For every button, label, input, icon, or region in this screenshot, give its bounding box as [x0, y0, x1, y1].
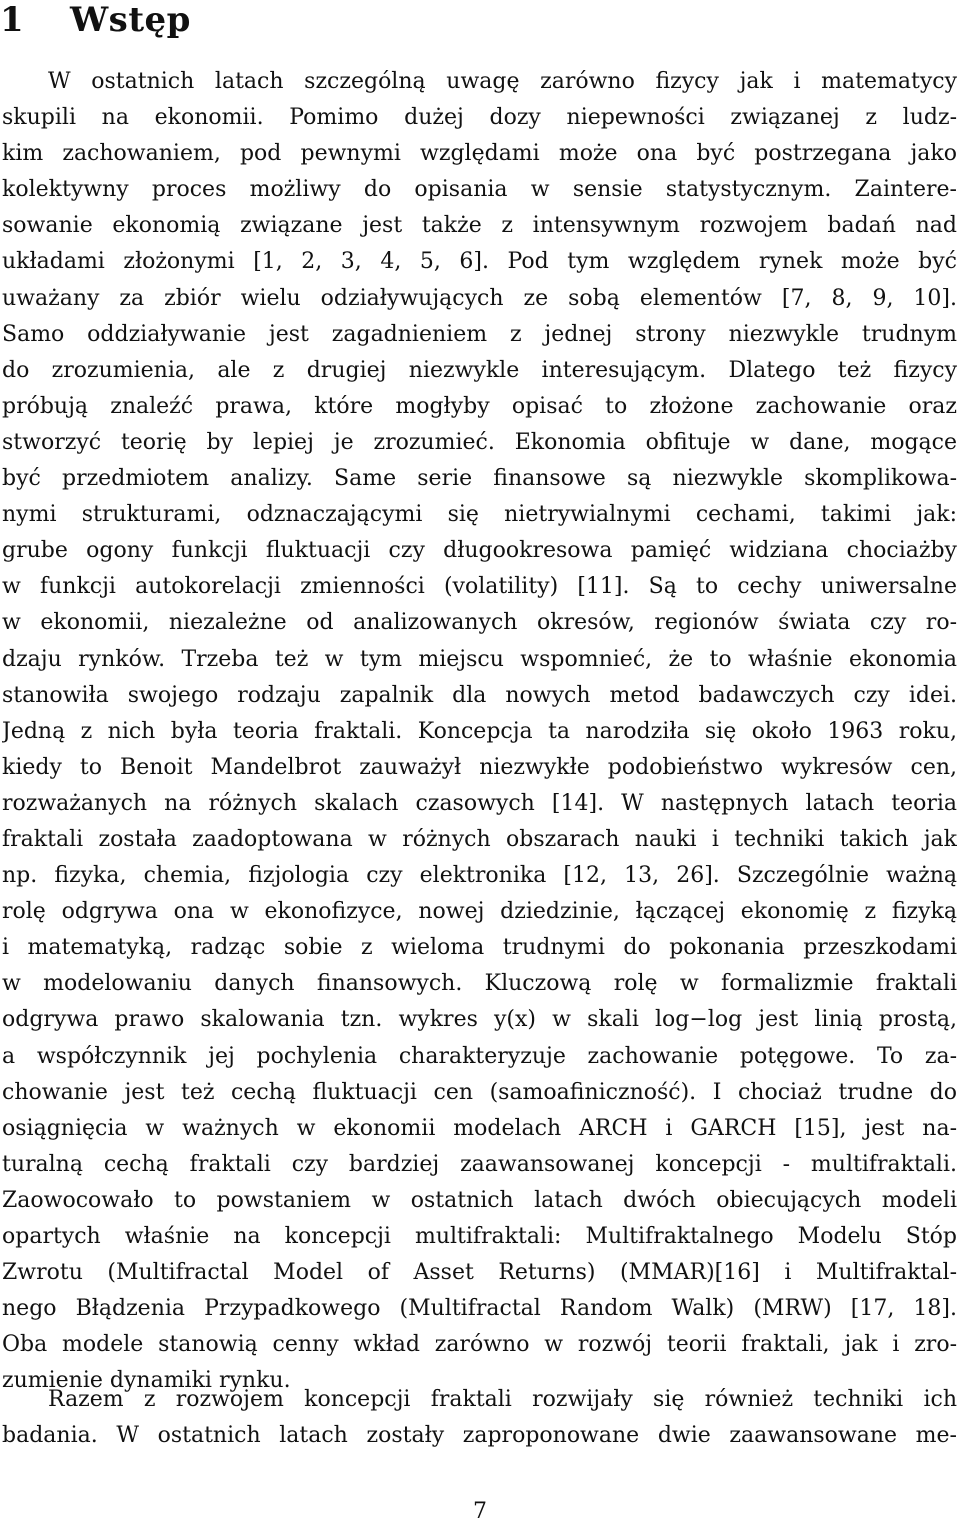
text-line: Zaowocowało to powstaniem w ostatnich latach dwóch obiecujących modeli [2, 1187, 957, 1213]
text-line: Samo oddziaływanie jest zagadnieniem z jednej strony niezwykle trudnym [2, 321, 957, 347]
text-line: kolektywny proces możliwy do opisania w sensie statystycznym. Zaintere- [2, 177, 957, 203]
text-line: być przedmiotem analizy. Same serie finansowe są niezwykle skomplikowa- [2, 466, 957, 492]
text-line: grube ogony funkcji fluktuacji czy długookresowa pamięć widziana chociażby [2, 538, 957, 564]
text-line: stanowiła swojego rodzaju zapalnik dla nowych metod badawczych czy idei. [2, 682, 957, 708]
text-line: stworzyć teorię by lepiej je zrozumieć. Ekonomia obfituje w dane, mogące [2, 429, 957, 455]
paragraph-1 [2, 64, 957, 1399]
text-line: np. fizyka, chemia, fizjologia czy elektronika [12, 13, 26]. Szczególnie ważną [2, 863, 957, 889]
text-line: w modelowaniu danych finansowych. Kluczową rolę w formalizmie fraktali [2, 971, 957, 997]
text-line: rolę odgrywa ona w ekonofizyce, nowej dziedzinie, łączącej ekonomię z fizyką [2, 899, 957, 925]
text-line: opartych właśnie na koncepcji multifraktali: Multifraktalnego Modelu Stóp [2, 1224, 957, 1249]
text-line: i matematyką, radząc sobie z wieloma trudnymi do pokonania przeszkodami [2, 935, 957, 961]
text-line: do zrozumienia, ale z drugiej niezwykle interesującym. Dlatego też fizycy [2, 357, 957, 383]
text-line: osiągnięcia w ważnych w ekonomii modelach ARCH i GARCH [15], jest na- [2, 1115, 957, 1141]
text-line: uważany za zbiór wielu odziaływujących ze sobą elementów [7, 8, 9, 10]. [2, 285, 957, 311]
text-line: zumienie dynamiki rynku. [2, 1368, 291, 1394]
text-line: w funkcji autokorelacji zmienności (volatility) [11]. Są to cechy uniwersalne [2, 574, 957, 600]
text-line: fraktali została zaadoptowana w różnych obszarach nauki i techniki takich jak [2, 826, 957, 852]
text-line: Jedną z nich była teoria fraktali. Koncepcja ta narodziła się około 1963 roku, [2, 718, 957, 744]
section-heading [0, 0, 191, 40]
text-line: dzaju rynków. Trzeba też w tym miejscu wspomnieć, że to właśnie ekonomia [2, 646, 957, 672]
text-line: układami złożonymi [1, 2, 3, 4, 5, 6]. Pod tym względem rynek może być [2, 249, 957, 275]
text-line: kim zachowaniem, pod pewnymi względami może ona być postrzegana jako [2, 141, 957, 167]
text-line: rozważanych na różnych skalach czasowych [14]. W następnych latach teoria [2, 790, 957, 816]
text-line: chowanie jest też cechą fluktuacji cen (samoafiniczność). I chociaż trudne do [2, 1079, 957, 1105]
text-line: próbują znaleźć prawa, które mogłyby opisać to złożone zachowanie oraz [2, 393, 957, 419]
text-line: odgrywa prawo skalowania tzn. wykres y(x) w skali log−log jest linią prostą, [2, 1007, 957, 1033]
text-line: W ostatnich latach szczególną uwagę zarówno fizycy jak i matematycy [48, 69, 957, 94]
text-line: w ekonomii, niezależne od analizowanych okresów, regionów świata czy ro- [2, 610, 957, 636]
text-line: nego Błądzenia Przypadkowego (Multifractal Random Walk) (MRW) [17, 18]. [2, 1296, 957, 1322]
text-line: kiedy to Benoit Mandelbrot zauważył niezwykłe podobieństwo wykresów cen, [2, 754, 957, 780]
text-line: skupili na ekonomii. Pomimo dużej dozy niepewności związanej z ludz- [2, 105, 957, 131]
page-number: 7 [473, 1499, 487, 1524]
text-line: a współczynnik jej pochylenia charakteryzuje zachowanie potęgowe. To za- [2, 1043, 957, 1069]
text-line: Oba modele stanowią cenny wkład zarówno w rozwój teorii fraktali, jak i zro- [2, 1332, 957, 1358]
paragraph-2 [2, 1382, 957, 1454]
text-line: Razem z rozwojem koncepcji fraktali rozwijały się również techniki ich [48, 1387, 957, 1412]
text-line: badania. W ostatnich latach zostały zaproponowane dwie zaawansowane me- [2, 1423, 957, 1449]
text-line: Zwrotu (Multifractal Model of Asset Returns) (MMAR)[16] i Multifraktal- [2, 1260, 957, 1286]
text-line: turalną cechą fraktali czy bardziej zaawansowanej koncepcji - multifraktali. [2, 1151, 957, 1177]
section-number: 1 [0, 0, 25, 40]
text-line: sowanie ekonomią związane jest także z intensywnym rozwojem badań nad [2, 213, 957, 239]
section-title: Wstęp [70, 0, 191, 40]
text-line: nymi strukturami, odznaczającymi się nietrywialnymi cechami, takimi jak: [2, 502, 957, 528]
